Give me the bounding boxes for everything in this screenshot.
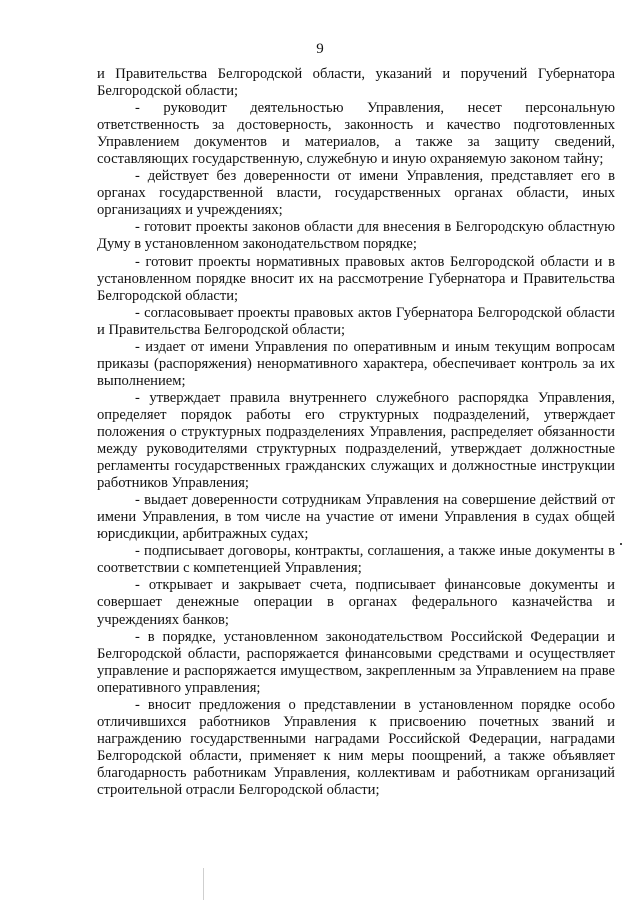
paragraph-continuation: и Правительства Белгородской области, указаний и поручений Губернатора Белгородской области; xyxy=(97,66,615,100)
paragraph-issues-powers-of-attorney: - выдает доверенности сотрудникам Управления на совершение действий от имени Управления, в том числе на участие от имени Управления в судах общей юрисдикции, арбитражных судах; xyxy=(97,492,615,543)
paragraph-manages-finances: - в порядке, установленном законодательством Российской Федерации и Белгородской области, распоряжается финансовыми средствами и осуществляет управление и распоряжается имуществом, закрепленным за Управлением на праве оперативного управления; xyxy=(97,628,615,696)
paragraph-prepares-draft-laws: - готовит проекты законов области для внесения в Белгородскую областную Думу в установленном законодательством порядке; xyxy=(97,219,615,253)
paragraph-opens-accounts: - открывает и закрывает счета, подписывает финансовые документы и совершает денежные операции в органах федерального казначейства и учреждениях банков; xyxy=(97,577,615,628)
paragraph-issues-orders: - издает от имени Управления по оперативным и иным текущим вопросам приказы (распоряжения) ненормативного характера, обеспечивает контроль за их выполнением; xyxy=(97,338,615,389)
page-number: 9 xyxy=(316,41,324,57)
paragraph-approves-internal-rules: - утверждает правила внутреннего служебного распорядка Управления, определяет порядок работы его структурных подразделений, утверждает положения о структурных подразделениях Управления, распределяет обязанности между руководителями структурных подразделений, утверждает должностные регламенты государственных гражданских служащих и должностные инструкции работников Управления; xyxy=(97,389,615,492)
paragraph-submits-award-proposals: - вносит предложения о представлении в установленном порядке особо отличившихся работников Управления к присвоению почетных званий и награждению государственными наградами Российской Федерации, наградами Белгородской области, применяет к ним меры поощрений, а также объявляет благодарность работникам Управления, коллективам и работникам организаций строительной отрасли Белгородской области; xyxy=(97,696,615,798)
paragraph-signs-contracts: - подписывает договоры, контракты, соглашения, а также иные документы в соответствии с компетенцией Управления; xyxy=(97,543,615,577)
scan-line-artifact xyxy=(203,868,204,900)
paragraph-approves-draft-acts: - согласовывает проекты правовых актов Губернатора Белгородской области и Правительства Белгородской области; xyxy=(97,304,615,338)
document-body xyxy=(97,66,615,799)
scan-speck xyxy=(620,543,622,545)
paragraph-prepares-normative-acts: - готовит проекты нормативных правовых актов Белгородской области и в установленном порядке вносит их на рассмотрение Губернатора и Правительства Белгородской области; xyxy=(97,253,615,304)
paragraph-manages-activity: - руководит деятельностью Управления, несет персональную ответственность за достоверность, законность и качество подготовленных Управлением документов и материалов, а также за защиту сведений, составляющих государственную, служебную и иную охраняемую законом тайну; xyxy=(97,100,615,168)
paragraph-acts-without-power-of-attorney: - действует без доверенности от имени Управления, представляет его в органах государственной власти, государственных органах области, иных организациях и учреждениях; xyxy=(97,168,615,219)
